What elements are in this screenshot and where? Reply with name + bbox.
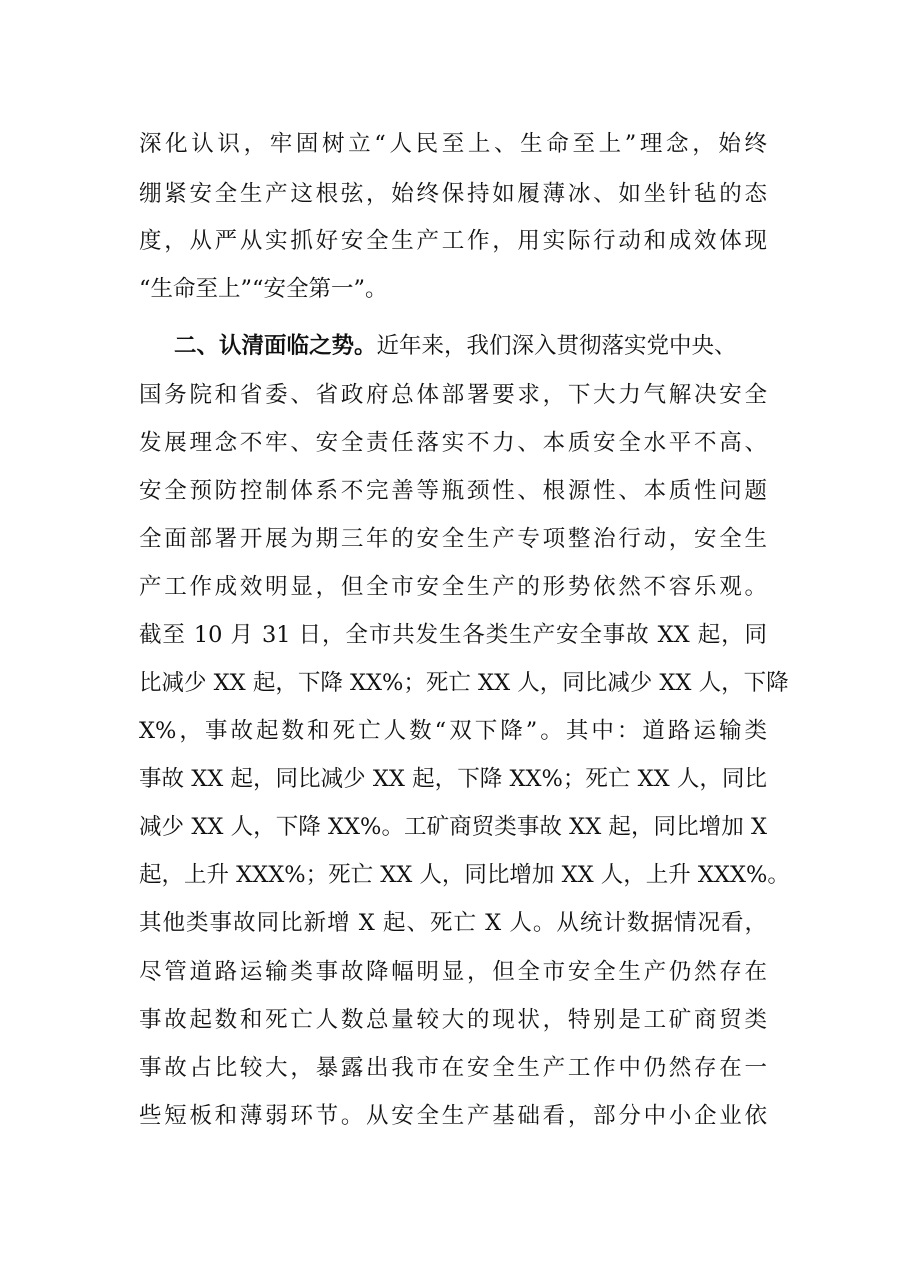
body-text-line: 事故起数和死亡人数总量较大的现状，特别是工矿商贸类 xyxy=(139,1007,767,1033)
body-text-line: 度，从严从实抓好安全生产工作，用实际行动和成效体现 xyxy=(139,228,767,254)
body-text-line: 截至 10 月 31 日，全市共发生各类生产安全事故 XX 起，同 xyxy=(139,622,767,648)
body-text-line: 全面部署开展为期三年的安全生产专项整治行动，安全生 xyxy=(139,526,767,552)
body-text-line: 国务院和省委、省政府总体部署要求，下大力气解决安全 xyxy=(139,382,767,408)
body-text-line: 尽管道路运输类事故降幅明显，但全市安全生产仍然存在 xyxy=(139,959,767,985)
body-text-line: 深化认识，牢固树立“人民至上、生命至上”理念，始终 xyxy=(139,131,767,157)
body-text-line: 起，上升 XXX%；死亡 XX 人，同比增加 XX 人，上升 XXX%。 xyxy=(139,862,790,888)
section-heading: 二、认清面临之势。 xyxy=(174,333,377,359)
body-text-line: 事故占比较大，暴露出我市在安全生产工作中仍然存在一 xyxy=(139,1055,767,1081)
body-text-line: 减少 XX 人，下降 XX%。工矿商贸类事故 XX 起，同比增加 X xyxy=(139,814,767,840)
body-text-line: “生命至上”“安全第一”。 xyxy=(139,276,388,302)
body-text-line: 绷紧安全生产这根弦，始终保持如履薄冰、如坐针毡的态 xyxy=(139,181,767,207)
body-text-line: 产工作成效明显，但全市安全生产的形势依然不容乐观。 xyxy=(139,574,767,600)
body-text-inline: 近年来，我们深入贯彻落实党中央、 xyxy=(376,333,737,359)
body-text-line: 些短板和薄弱环节。从安全生产基础看，部分中小企业依 xyxy=(139,1103,767,1129)
section-paragraph-first-line xyxy=(174,331,794,361)
body-text-line: 其他类事故同比新增 X 起、死亡 X 人。从统计数据情况看， xyxy=(139,910,767,936)
body-text-line: 比减少 XX 起，下降 XX%；死亡 XX 人，同比减少 XX 人，下降 xyxy=(139,670,789,696)
body-text-line: 发展理念不牢、安全责任落实不力、本质安全水平不高、 xyxy=(139,430,767,456)
body-text-line: X%，事故起数和死亡人数“双下降”。其中：道路运输类 xyxy=(139,718,767,744)
body-text-line: 事故 XX 起，同比减少 XX 起，下降 XX%；死亡 XX 人，同比 xyxy=(139,766,767,792)
body-text-line: 安全预防控制体系不完善等瓶颈性、根源性、本质性问题 xyxy=(139,478,767,504)
